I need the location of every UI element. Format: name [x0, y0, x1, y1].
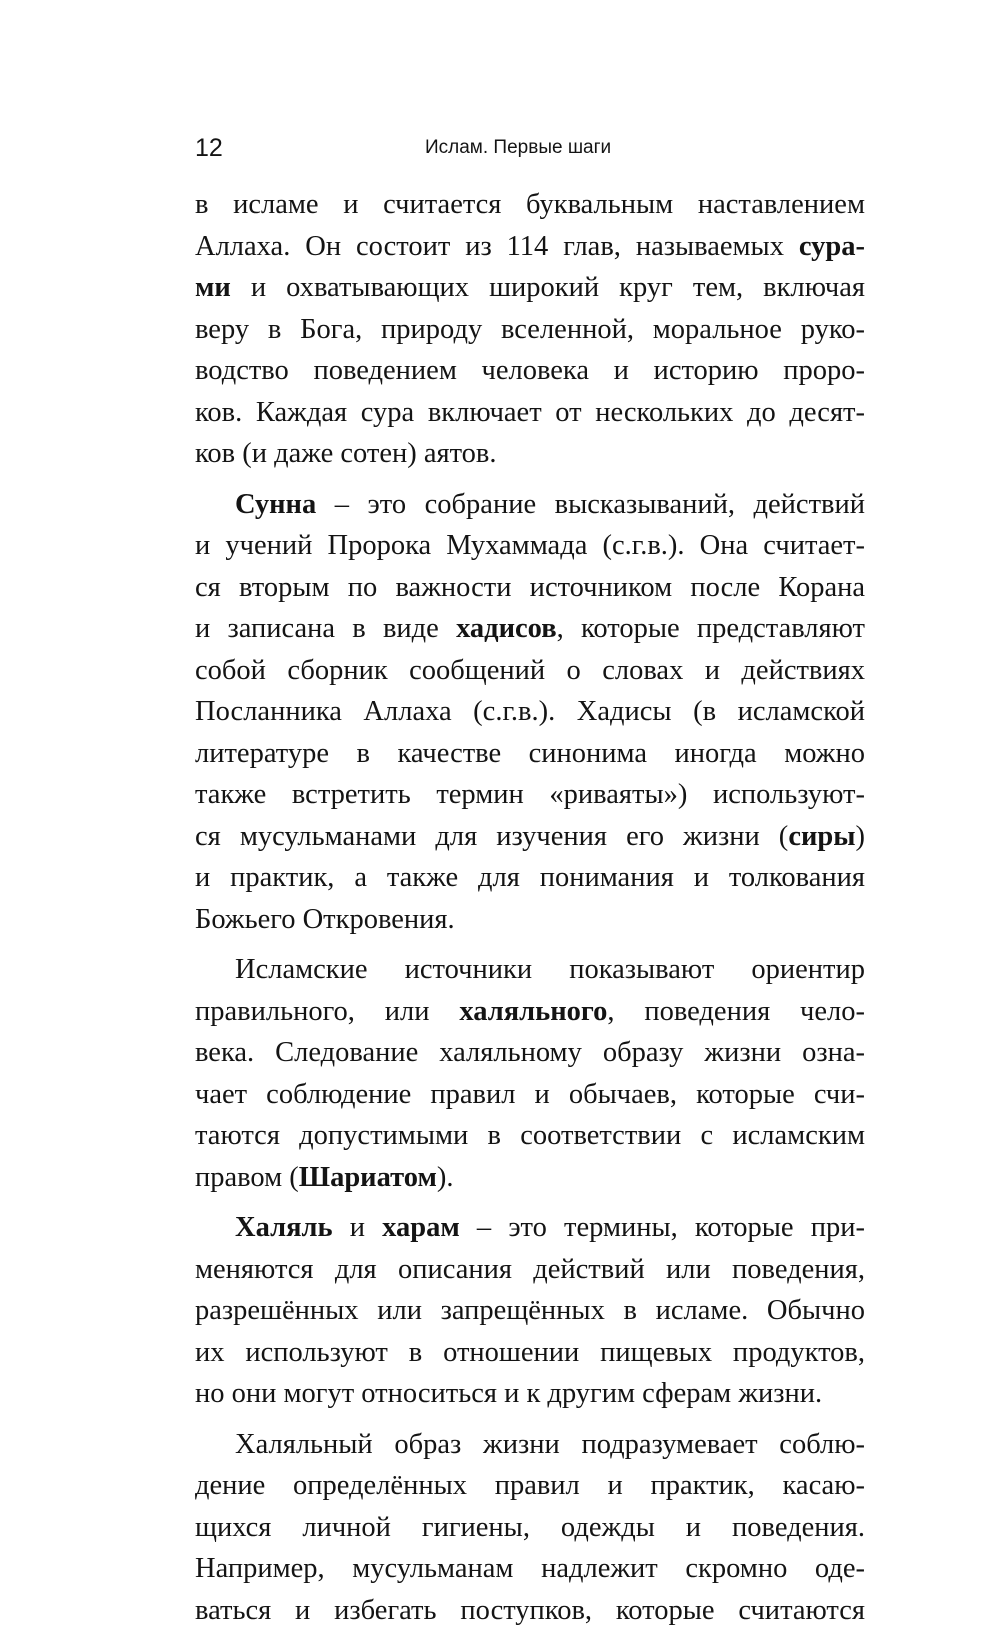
text-line: Посланника Аллаха (с.г.в.). Хадисы (в исламской — [195, 691, 865, 733]
text-line: ся мусульманами для изучения его жизни (сиры) — [195, 816, 865, 858]
text-line: собой сборник сообщений о словах и действиях — [195, 650, 865, 692]
text-line: ми и охватывающих широкий круг тем, включая — [195, 267, 865, 309]
paragraph-5 — [195, 1424, 865, 1631]
text-line: чает соблюдение правил и обычаев, которые счи- — [195, 1074, 865, 1116]
text-line: ся вторым по важности источником после Корана — [195, 567, 865, 609]
term-hadith: хадисов — [456, 613, 557, 644]
text-line: литературе в качестве синонима иногда можно — [195, 733, 865, 775]
term-sura: сура- — [799, 231, 865, 262]
page-number: 12 — [195, 128, 223, 168]
text-line: дение определённых правил и практик, касаю- — [195, 1465, 865, 1507]
book-title: Ислам. Первые шаги — [425, 128, 611, 168]
text-line: Аллаха. Он состоит из 114 глав, называемых сура- — [195, 226, 865, 268]
text-line: разрешённых или запрещённых в исламе. Обычно — [195, 1290, 865, 1332]
text-line: но они могут относиться и к другим сферам жизни. — [195, 1373, 865, 1415]
text-line: таются допустимыми в соответствии с исламским — [195, 1115, 865, 1157]
body-text — [195, 184, 865, 1631]
text-line: Халяльный образ жизни подразумевает соблю- — [195, 1424, 865, 1466]
text-line: меняются для описания действий или поведения, — [195, 1249, 865, 1291]
text-line: веру в Бога, природу вселенной, моральное руко- — [195, 309, 865, 351]
term-haram: харам — [382, 1212, 460, 1243]
text-line: их используют в отношении пищевых продуктов, — [195, 1332, 865, 1374]
text-line: правильного, или халяльного, поведения чело- — [195, 991, 865, 1033]
text-line: также встретить термин «риваяты») используют- — [195, 774, 865, 816]
text-line: ков (и даже сотен) аятов. — [195, 433, 865, 475]
text-line: в исламе и считается буквальным наставлением — [195, 184, 865, 226]
text-line: Халяль и харам – это термины, которые при- — [195, 1207, 865, 1249]
text-line: Исламские источники показывают ориентир — [195, 949, 865, 991]
term-sura-end: ми — [195, 272, 231, 303]
term-sira: сиры — [788, 821, 855, 852]
text-line: щихся личной гигиены, одежды и поведения. — [195, 1507, 865, 1549]
paragraph-4 — [195, 1207, 865, 1415]
text-line: Например, мусульманам надлежит скромно оде- — [195, 1548, 865, 1590]
term-sharia: Шариатом — [299, 1162, 437, 1193]
text-line: века. Следование халяльному образу жизни озна- — [195, 1032, 865, 1074]
text-line: и учений Пророка Мухаммада (с.г.в.). Она считает- — [195, 525, 865, 567]
term-sunna: Сунна — [235, 489, 316, 520]
paragraph-2 — [195, 484, 865, 941]
term-halal: Халяль — [235, 1212, 333, 1243]
text-line: правом (Шариатом). — [195, 1157, 865, 1199]
text-line: и записана в виде хадисов, которые представляют — [195, 608, 865, 650]
term-halal-adj: халяльного — [459, 996, 607, 1027]
text-line: и практик, а также для понимания и толкования — [195, 857, 865, 899]
text-line: Сунна – это собрание высказываний, действий — [195, 484, 865, 526]
text-line: Божьего Откровения. — [195, 899, 865, 941]
paragraph-1 — [195, 184, 865, 475]
text-line: ваться и избегать поступков, которые считаются — [195, 1590, 865, 1631]
running-head — [195, 128, 875, 168]
paragraph-3 — [195, 949, 865, 1198]
text-line: ков. Каждая сура включает от нескольких до десят- — [195, 392, 865, 434]
text-line: водство поведением человека и историю проро- — [195, 350, 865, 392]
